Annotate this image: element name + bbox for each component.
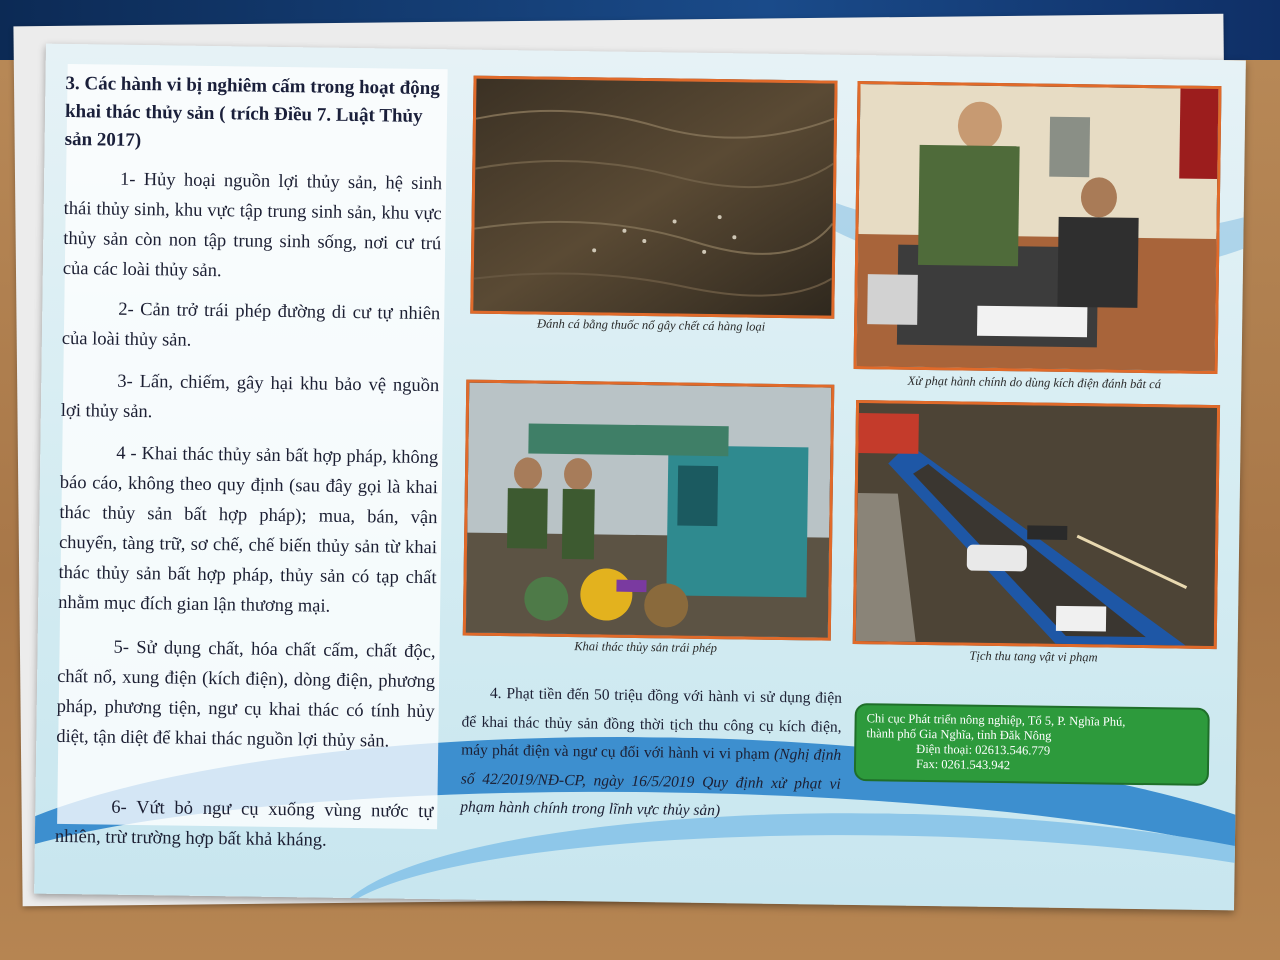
penalty-citation: (Nghị định số 42/2019/NĐ-CP, ngày 16/5/2019 Quy định xử phạt vi phạm hành chính trong lĩnh vực thủy sản) [460, 745, 842, 820]
prohibited-item-4: 4 - Khai thác thủy sản bất hợp pháp, không báo cáo, không theo quy định (sau đây gọi là khai thác thủy sản bất hợp pháp); mua, bán, vận chuyển, tàng trữ, sơ chế, chế biến thủy sản từ khai thác thủy sản bất hợp pháp, thủy sản có tạp chất nhằm mục đích gian lận thương mại. [58, 443, 439, 617]
section-heading: 3. Các hành vi bị nghiêm cấm trong hoạt động khai thác thủy sản ( trích Điều 7. Luật Thủy sản 2017) [64, 72, 440, 152]
boat-image [466, 383, 831, 638]
prohibited-item-1: 1- Hủy hoại nguồn lợi thủy sản, hệ sinh thái thủy sinh, khu vực tập trung sinh sản, khu vực thủy sản còn non tập trung sinh sống, nơi cư trú của các loài thủy sản. [62, 169, 443, 282]
prohibited-item-2: 2- Cản trở trái phép đường di cư tự nhiên của loài thủy sản. [61, 299, 441, 351]
contact-address-line-2: thành phố Gia Nghĩa, tỉnh Đăk Nông [866, 726, 1052, 743]
photo-confiscated-items [853, 400, 1220, 649]
prohibited-item-5: 5- Sử dụng chất, hóa chất cấm, chất độc, chất nổ, xung điện (kích điện), dòng điện, phương pháp, phương tiện, ngư cụ khai thác có tính hủy diệt, tận diệt để khai thác nguồn lợi thủy sản. [56, 637, 436, 752]
brochure-page [34, 44, 1246, 911]
prohibited-item-6: 6- Vứt bỏ ngư cụ xuống vùng nước tự nhiên, trừ trường hợp bất khả kháng. [54, 797, 434, 851]
photo-administrative-penalty [854, 81, 1222, 374]
contact-fax: Fax: 0261.543.942 [915, 756, 1011, 773]
penalty-paragraph [460, 680, 842, 828]
small-boat-image [856, 403, 1217, 646]
penalty-text: 4. Phạt tiền đến 50 triệu đồng với hành vi sử dụng điện để khai thác thủy sản đồng thời tịch thu công cụ kích điện, máy phát điện và ngư cụ đối với hành vi vi phạm [461, 684, 843, 763]
contact-box [854, 703, 1210, 786]
caption-photo-4: Tịch thu tang vật vi phạm [969, 648, 1098, 665]
caption-photo-3: Khai thác thủy sản trái phép [574, 639, 718, 656]
contact-address-line-1: Chi cục Phát triển nông nghiệp, Tổ 5, P. Nghĩa Phú, [866, 711, 1126, 729]
photo-dead-fish-water [470, 76, 837, 319]
caption-photo-1: Đánh cá bằng thuốc nổ gây chết cá hàng loại [536, 316, 766, 334]
caption-photo-2: Xử phạt hành chính do dùng kích điện đánh bắt cá [907, 373, 1162, 392]
contact-phone: Điện thoại: 02613.546.779 [916, 741, 1051, 758]
prohibited-item-3: 3- Lấn, chiếm, gây hại khu bảo vệ nguồn lợi thủy sản. [60, 371, 440, 423]
photo-illegal-fishing [463, 380, 835, 641]
water-image [473, 79, 834, 316]
office-image [857, 84, 1219, 371]
